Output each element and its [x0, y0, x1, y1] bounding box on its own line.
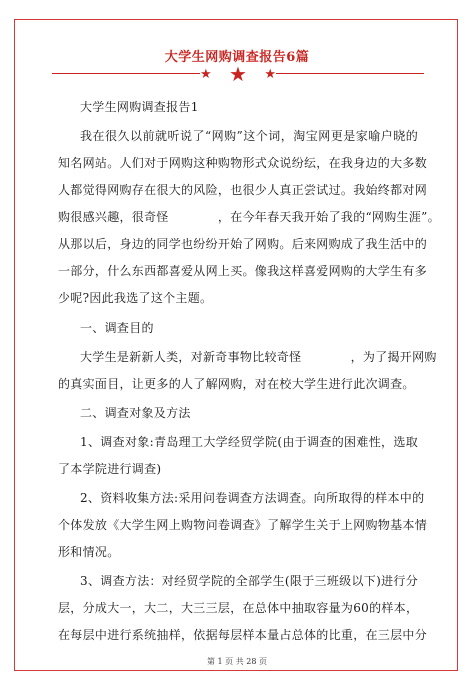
paragraph-line: 少呢?因此我选了这个主题。: [58, 291, 213, 305]
paragraph-line: 1、调查对象:青岛理工大学经贸学院(由于调查的困难性，选取: [80, 435, 418, 449]
paragraph-line: 大学生是新新人类，对新奇事物比较奇怪 ，为了揭开网购: [80, 350, 437, 364]
paragraph-line: 形和情况。: [58, 545, 120, 559]
paragraph-line: 层，分成大一，大二，大三三层，在总体中抽取容量为60的样本，: [58, 601, 419, 615]
title-ornament: [200, 63, 276, 85]
section-heading: 大学生网购调查报告1: [80, 100, 199, 114]
paragraph-line: 购很感兴趣，很奇怪 ，在今年春天我开始了我的“网购生涯”。: [58, 210, 440, 224]
paragraph-line: 知名网站。人们对于网购这种购物形式众说纷纭，在我身边的大多数: [58, 156, 428, 170]
paragraph-line: 在每层中进行系统抽样，依据每层样本量占总体的比重，在三层中分: [58, 628, 428, 642]
star-icon: ★: [229, 62, 247, 86]
section-heading: 一、调查目的: [80, 321, 154, 335]
paragraph-line: 从那以后，身边的同学也纷纷开始了网购。后来网购成了我生活中的: [58, 237, 428, 251]
section-heading: 二、调查对象及方法: [80, 406, 191, 420]
paragraph-line: 我在很久以前就听说了“网购”这个词，淘宝网更是家喻户晓的: [80, 129, 418, 143]
title-divider-right: [276, 73, 424, 74]
star-icon: ★: [200, 66, 212, 82]
paragraph-line: 的真实面目，让更多的人了解网购，对在校大学生进行此次调查。: [58, 377, 415, 391]
paragraph-line: 2、资料收集方法:采用问卷调查方法调查。向所取得的样本中的: [80, 491, 425, 505]
title-divider-left: [52, 73, 200, 74]
paragraph-line: 人都觉得网购存在很大的风险，也很少人真正尝试过。我始终都对网: [58, 183, 428, 197]
star-icon: ★: [264, 66, 276, 82]
page-footer: 第 1 页 共 28 页: [207, 657, 267, 666]
document-title: 大学生网购调查报告6篇: [164, 50, 310, 65]
paragraph-line: 了本学院进行调查): [58, 462, 162, 476]
paragraph-line: 个体发放《大学生网上购物问卷调查》了解学生关于上网购物基本情: [58, 518, 428, 532]
paragraph-line: 一部分，什么东西都喜爱从网上买。像我这样喜爱网购的大学生有多: [58, 264, 428, 278]
paragraph-line: 3、调查方法：对经贸学院的全部学生(限于三班级以下)进行分: [80, 574, 418, 588]
